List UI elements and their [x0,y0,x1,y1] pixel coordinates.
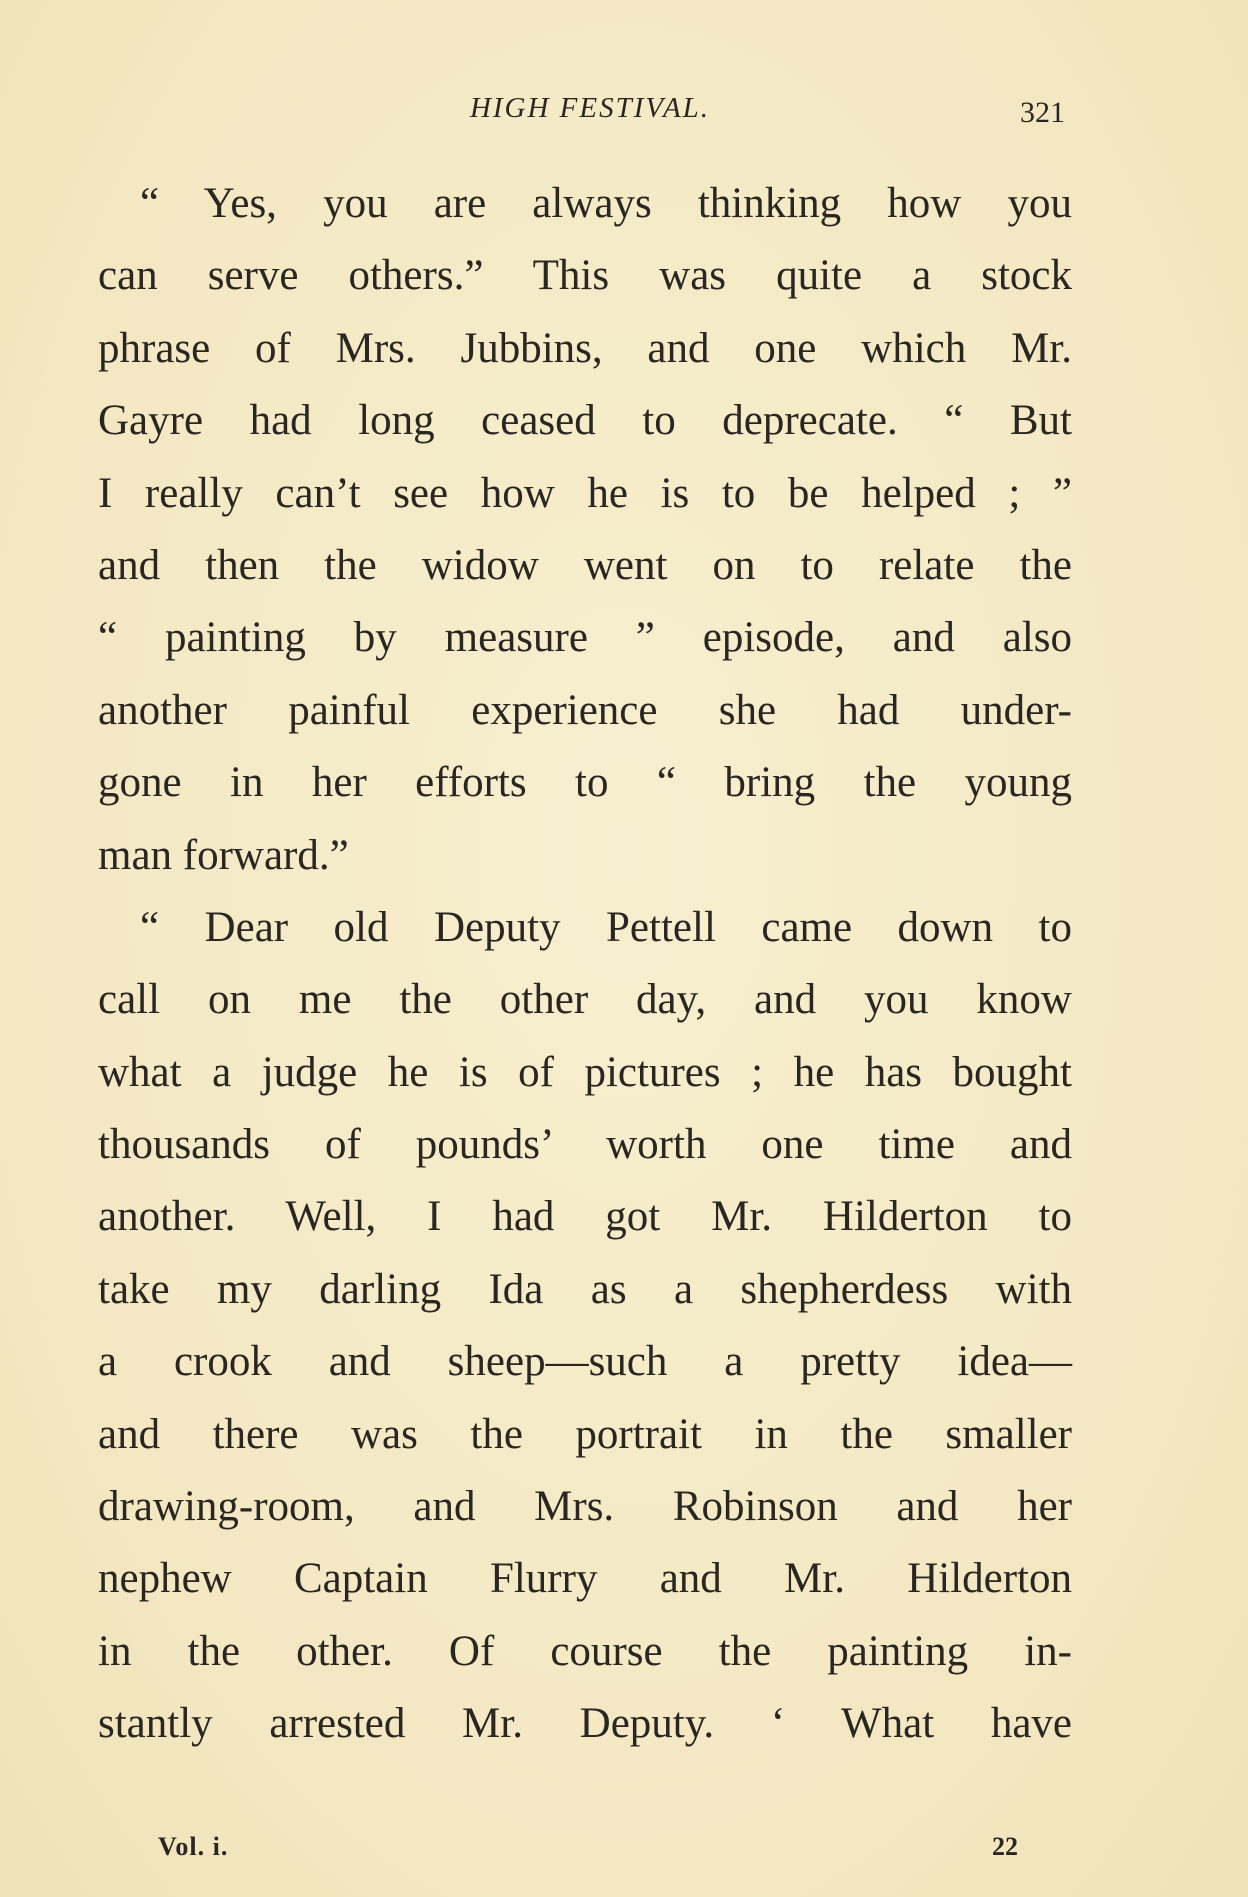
running-head [100,88,1080,128]
text-line: man forward.” [98,831,349,879]
gathering-number: 22 [992,1832,1018,1861]
text-line: nephew Captain Flurry and Mr. Hilderton [98,1555,1072,1603]
text-line: “ Yes, you are always thinking how you [140,180,1072,227]
running-title: HIGH FESTIVAL. [469,92,711,124]
page-footer [158,1832,1018,1868]
text-line: “ painting by measure ” episode, and also [98,614,1072,662]
text-line: take my darling Ida as a shepherdess with [98,1265,1072,1313]
text-line: Gayre had long ceased to deprecate. “ But [98,397,1072,445]
text-line: what a judge he is of pictures ; he has bought [98,1048,1072,1096]
text-line: in the other. Of course the painting in- [98,1627,1072,1675]
text-line: and there was the portrait in the smaller [98,1410,1072,1458]
text-line: “ Dear old Deputy Pettell came down to [140,903,1072,951]
text-line: stantly arrested Mr. Deputy. ‘ What have [98,1700,1072,1748]
text-line: thousands of pounds’ worth one time and [98,1121,1072,1169]
text-line: call on me the other day, and you know [98,976,1072,1024]
volume-signature: Vol. i. [158,1832,229,1861]
text-line: drawing-room, and Mrs. Robinson and her [98,1483,1072,1531]
text-line: a crook and sheep—such a pretty idea— [98,1338,1072,1386]
text-line: another. Well, I had got Mr. Hilderton to [98,1193,1072,1241]
page-number: 321 [1020,96,1065,129]
body-text [98,168,1072,1761]
text-line: another painful experience she had under- [98,686,1072,734]
text-line: gone in her efforts to “ bring the young [98,759,1072,807]
text-line: and then the widow went on to relate the [98,541,1072,589]
text-line: phrase of Mrs. Jubbins, and one which Mr. [98,324,1072,372]
text-line: I really can’t see how he is to be helped ; ” [98,469,1072,517]
text-line: can serve others.” This was quite a stock [98,252,1072,300]
